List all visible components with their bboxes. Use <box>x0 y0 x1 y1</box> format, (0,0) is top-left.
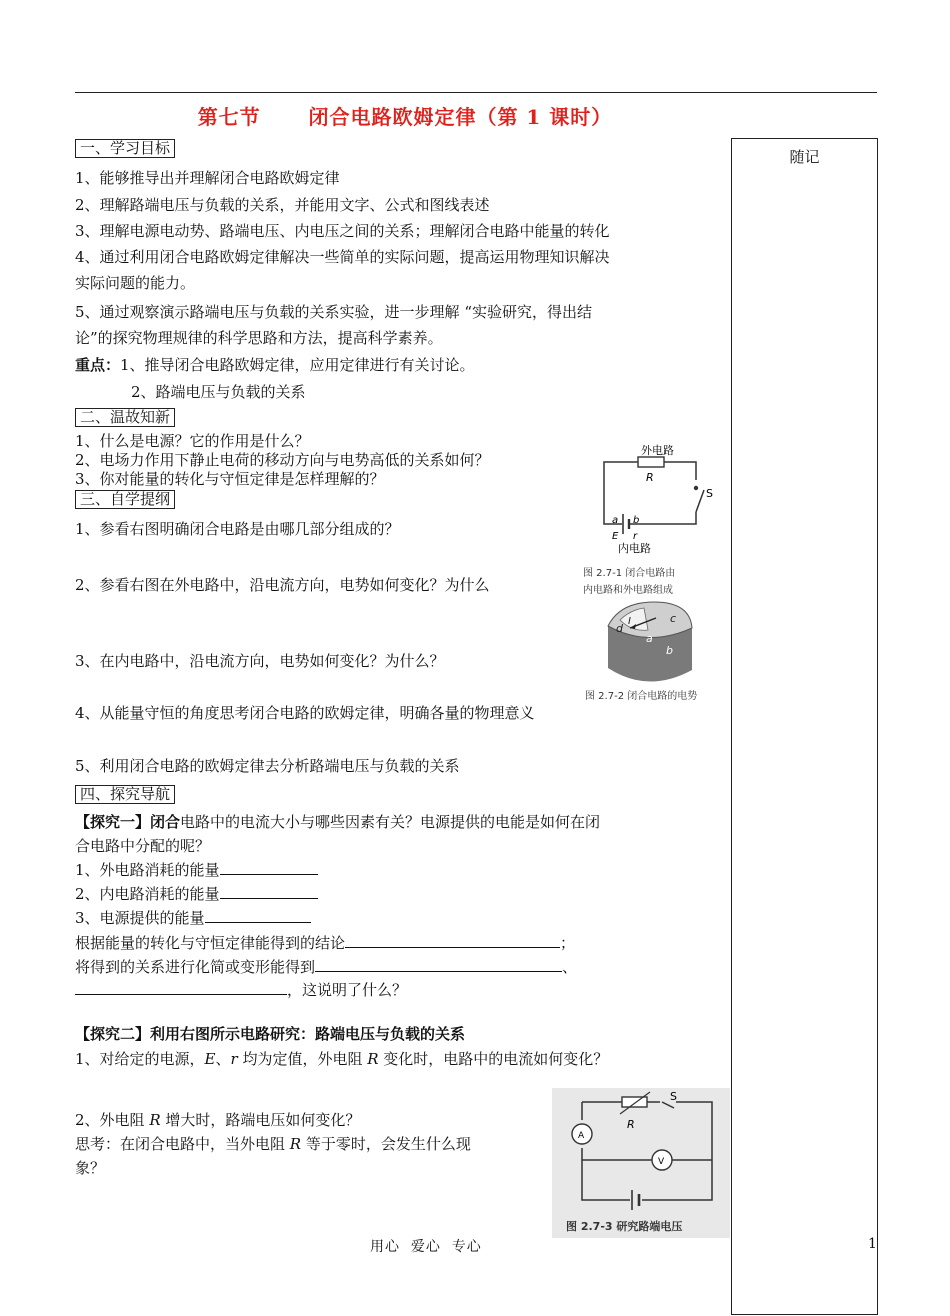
svg-text:I: I <box>628 616 631 627</box>
q-text: 1、外电路消耗的能量 <box>75 861 220 879</box>
objective-line: 5、通过观察演示路端电压与负载的关系实验，进一步理解 “实验研究，得出结 <box>75 303 592 321</box>
answer-blank <box>220 860 318 875</box>
explore1-line1 <box>75 811 600 833</box>
figure-terminal-voltage <box>552 1088 730 1238</box>
objective-line: 1、能够推导出并理解闭合电路欧姆定律 <box>75 169 340 187</box>
outer-circuit-label: 外电路 <box>641 444 674 457</box>
key-points-1 <box>75 354 475 376</box>
explore1-q3 <box>75 907 311 929</box>
footer: 用心 爱心 专心 <box>370 1239 482 1255</box>
review-line: 1、什么是电源？它的作用是什么？ <box>75 432 310 450</box>
objective-line: 2、理解路端电压与负载的关系，并能用文字、公式和图线表述 <box>75 196 490 214</box>
answer-blank <box>75 980 287 995</box>
svg-text:a: a <box>646 632 653 645</box>
objective-line: 4、通过利用闭合电路欧姆定律解决一些简单的实际问题，提高运用物理知识解决 <box>75 248 610 266</box>
explore1-c3 <box>75 979 407 1001</box>
svg-text:R: R <box>627 1118 635 1131</box>
section-review: 二、温故知新 <box>75 408 175 427</box>
answer-blank <box>220 884 318 899</box>
top-rule <box>75 92 877 93</box>
explore1-c2 <box>75 956 577 978</box>
objective-line: 3、理解电源电动势、路端电压、内电压之间的关系；理解闭合电路中能量的转化 <box>75 222 610 240</box>
figure-closed-circuit <box>578 440 726 600</box>
outline-line: 5、利用闭合电路的欧姆定律去分析路端电压与负载的关系 <box>75 757 460 775</box>
c-end: ； <box>560 934 576 952</box>
figure-caption: 内电路和外电路组成 <box>583 585 673 596</box>
outline-line: 4、从能量守恒的角度思考闭合电路的欧姆定律，明确各量的物理意义 <box>75 704 535 722</box>
outline-line: 3、在内电路中，沿电流方向，电势如何变化？为什么？ <box>75 652 445 670</box>
svg-text:r: r <box>633 531 638 542</box>
c-text: 将得到的关系进行化简或变形能得到 <box>75 958 316 976</box>
explore1-text: 电路中的电流大小与哪些因素有关？电源提供的电能是如何在闭 <box>180 813 601 831</box>
outline-line: 1、参看右图明确闭合电路是由哪几部分组成的？ <box>75 520 400 538</box>
answer-blank <box>315 957 562 972</box>
svg-text:a: a <box>612 515 619 526</box>
notes-label: 随记 <box>789 148 820 166</box>
key-point-text: 1、推导闭合电路欧姆定律，应用定律进行有关讨论。 <box>120 356 475 374</box>
explore2-think-2: 象？ <box>75 1159 106 1177</box>
figure-caption: 图 2.7-3 研究路端电压 <box>566 1220 683 1233</box>
section-outline: 三、自学提纲 <box>75 490 175 509</box>
explore2-heading: 【探究二】利用右图所示电路研究：路端电压与负载的关系 <box>75 1025 466 1043</box>
switch-label: S <box>706 487 713 500</box>
explore1-q2 <box>75 883 318 905</box>
svg-text:V: V <box>658 1157 665 1167</box>
explore2-q1: 1、对给定的电源，E、r 均为定值，外电阻 R 变化时，电路中的电流如何变化？ <box>75 1050 609 1068</box>
page-title: 第七节 闭合电路欧姆定律（第 1 课时） <box>197 105 613 129</box>
key-points-label: 重点： <box>75 356 121 374</box>
figure-caption: 图 2.7-1 闭合电路由 <box>583 568 676 579</box>
q-text: 3、电源提供的能量 <box>75 909 205 927</box>
svg-text:b: b <box>633 515 640 526</box>
svg-text:E: E <box>612 531 619 542</box>
svg-text:A: A <box>578 1131 585 1141</box>
answer-blank <box>345 933 560 948</box>
review-line: 2、电场力作用下静止电荷的移动方向与电势高低的关系如何？ <box>75 451 490 469</box>
key-points-2: 2、路端电压与负载的关系 <box>131 383 306 401</box>
explore1-c1 <box>75 932 575 954</box>
svg-text:c: c <box>670 612 677 625</box>
objective-line: 论”的探究物理规律的科学思路和方法，提高科学素养。 <box>75 329 443 347</box>
c-end: 、 <box>562 958 578 976</box>
explore2-think: 思考：在闭合电路中，当外电阻 R 等于零时，会发生什么现 <box>75 1135 471 1153</box>
section-explore: 四、探究导航 <box>75 785 175 804</box>
notes-column <box>731 138 878 1315</box>
svg-text:d: d <box>616 622 623 635</box>
figure-caption: 图 2.7-2 闭合电路的电势 <box>585 691 698 702</box>
figure-potential-drop <box>580 598 730 704</box>
inner-circuit-label: 内电路 <box>618 542 651 555</box>
explore1-line2: 合电路中分配的呢？ <box>75 837 211 855</box>
svg-text:b: b <box>666 644 673 657</box>
review-line: 3、你对能量的转化与守恒定律是怎样理解的？ <box>75 470 385 488</box>
resistor-label: R <box>646 471 654 484</box>
c-end: ，这说明了什么？ <box>287 981 408 999</box>
answer-blank <box>205 908 311 923</box>
page-number: 1 <box>868 1236 877 1252</box>
section-objectives: 一、学习目标 <box>75 139 175 158</box>
explore2-q2: 2、外电阻 R 增大时，路端电压如何变化？ <box>75 1111 361 1129</box>
outline-line: 2、参看右图在外电路中，沿电流方向，电势如何变化？为什么 <box>75 576 490 594</box>
c-text: 根据能量的转化与守恒定律能得到的结论 <box>75 934 346 952</box>
svg-text:S: S <box>670 1090 677 1103</box>
explore1-label: 【探究一】闭合 <box>75 813 181 831</box>
explore1-q1 <box>75 859 318 881</box>
objective-line: 实际问题的能力。 <box>75 274 196 292</box>
q-text: 2、内电路消耗的能量 <box>75 885 220 903</box>
